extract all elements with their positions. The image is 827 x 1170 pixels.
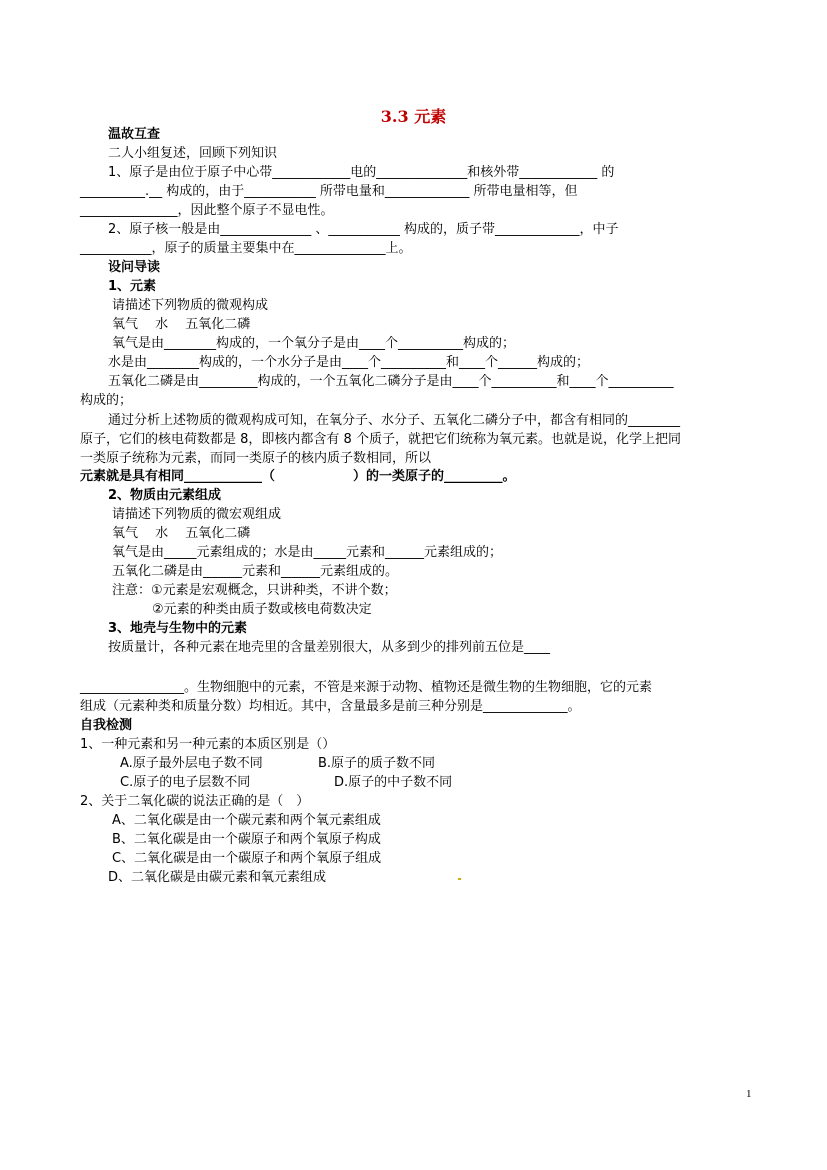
check-q1-option-b: B.原子的质子数不同: [318, 756, 436, 771]
check-q1: 1、一种元素和另一种元素的本质区别是（）: [80, 737, 336, 752]
section-heading-review: 温故互查: [108, 127, 161, 142]
guide-s1-analysis-3: 一类原子统称为元素，而同一类原子的核内质子数相同，所以: [80, 451, 432, 466]
subheading-elements: 1、元素: [108, 279, 157, 294]
guide-s2-line1: 氧气是由_____元素组成的；水是由_____元素和______元素组成的；: [112, 545, 503, 560]
page-number: 1: [746, 1088, 752, 1100]
review-q2-line2: ___________，原子的质量主要集中在______________上。: [80, 241, 412, 256]
check-q1-option-a: A.原子最外层电子数不同: [120, 756, 263, 771]
review-q1-line1: 1、原子是由位于原子中心带____________电的______________和核外带____________ 的: [108, 165, 615, 180]
guide-s2-intro: 请描述下列物质的微宏观组成: [112, 507, 282, 522]
review-q2-line1: 2、原子核一般是由______________ 、___________ 构成的，质子带_____________，中子: [108, 222, 619, 237]
subheading-crust-bio: 3、地壳与生物中的元素: [108, 621, 248, 636]
page-title: 3.3 元素: [380, 107, 447, 126]
check-q2-option-a: A、二氧化碳是由一个碳元素和两个氧元素组成: [112, 813, 381, 828]
guide-s3-line1: 按质量计，各种元素在地壳里的含量差别很大，从多到少的排列前五位是____: [108, 640, 551, 655]
guide-s1-p2o5-end: 构成的；: [80, 393, 133, 408]
guide-s2-substances: 氧气 水 五氧化二磷: [112, 526, 251, 541]
stray-mark: [458, 878, 461, 880]
section-heading-self-check: 自我检测: [80, 718, 133, 733]
guide-s1-analysis-1: 通过分析上述物质的微观构成可知，在氧分子、水分子、五氧化二磷分子中，都含有相同的________: [108, 413, 681, 428]
check-q2-option-d: D、二氧化碳是由碳元素和氧元素组成: [108, 870, 327, 885]
guide-s1-analysis-2: 原子，它们的核电荷数都是 8，即核内都含有 8 个质子，就把它们统称为氧元素。也就是说，化学上把同: [80, 432, 681, 447]
guide-s3-line2: ________________。生物细胞中的元素，不管是来源于动物、植物还是微生物的生物细胞，它的元素: [80, 680, 653, 695]
check-q2-option-c: C、二氧化碳是由一个碳原子和两个氧原子组成: [112, 851, 382, 866]
guide-s2-note2: ②元素的种类由质子数或核电荷数决定: [152, 602, 372, 617]
guide-s3-line3: 组成（元素种类和质量分数）均相近。其中，含量最多是前三种分别是_____________。: [80, 699, 581, 714]
guide-s1-water: 水是由________构成的，一个水分子是由____个__________和____个______构成的；: [108, 355, 590, 370]
review-q1-line3: _______________，因此整个原子不显电性。: [80, 203, 334, 218]
review-q1-line2: __________.__ 构成的，由于___________ 所带电量和_____________ 所带电量相等，但: [80, 184, 578, 199]
review-intro: 二人小组复述，回顾下列知识: [108, 146, 278, 161]
guide-s1-p2o5: 五氧化二磷是由_________构成的，一个五氧化二磷分子是由____个__________和____个__________: [108, 374, 674, 389]
guide-s1-substances: 氧气 水 五氧化二磷: [112, 317, 251, 332]
guide-s2-note1: 注意：①元素是宏观概念，只讲种类，不讲个数；: [112, 583, 397, 598]
guide-s1-oxygen: 氧气是由________构成的，一个氧分子是由____个__________构成的；: [112, 336, 516, 351]
check-q1-option-c: C.原子的电子层数不同: [120, 775, 251, 790]
guide-s1-intro: 请描述下列物质的微观构成: [112, 298, 269, 313]
check-q2: 2、关于二氧化碳的说法正确的是（ ）: [80, 794, 310, 809]
check-q2-option-b: B、二氧化碳是由一个碳原子和两个氧原子构成: [112, 832, 381, 847]
subheading-composition: 2、物质由元素组成: [108, 488, 222, 503]
element-definition: 元素就是具有相同____________（ ）的一类原子的_________。: [80, 469, 516, 484]
guide-s2-line2: 五氧化二磷是由______元素和______元素组成的。: [112, 564, 399, 579]
section-heading-guide: 设问导读: [108, 260, 161, 275]
check-q1-option-d: D.原子的中子数不同: [334, 775, 453, 790]
